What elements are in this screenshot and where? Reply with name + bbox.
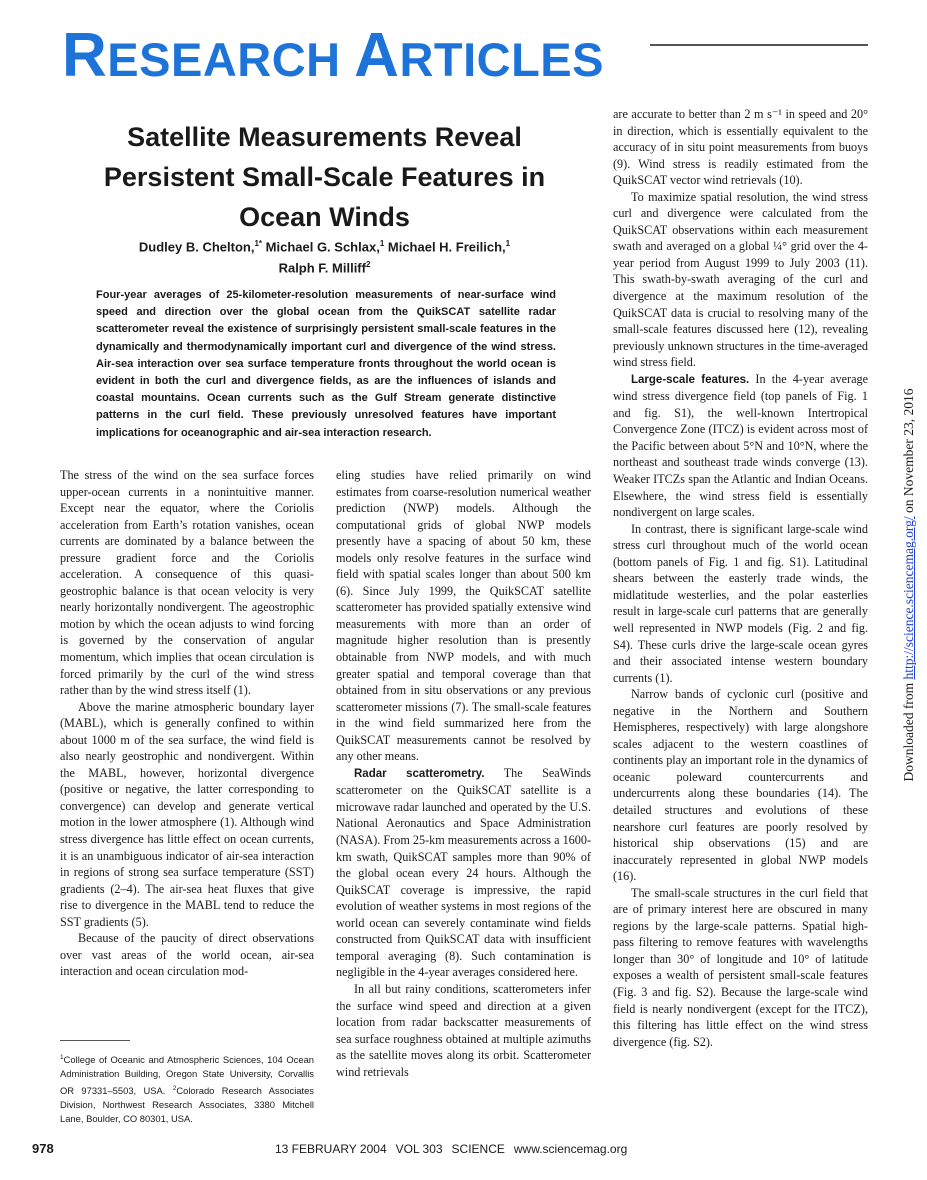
body-column-3 bbox=[613, 106, 868, 1050]
footer-website: www.sciencemag.org bbox=[513, 1142, 628, 1156]
download-link[interactable]: http://science.sciencemag.org/ bbox=[901, 516, 916, 680]
abstract: Four-year averages of 25-kilometer-resolution measurements of near-surface wind speed and direction over the global ocean from the QuikSCAT satellite radar scatterometer reveal the existence of surprisingly persistent small-scale features in the dynamically and thermodynamically important curl and divergence of the wind stress. Air-sea interaction over sea surface temperature fronts throughout the world ocean is evident in both the curl and divergence fields, as are the influences of islands and coastal mountains. Ocean currents such as the Gulf Stream generate distinctive patterns in the curl field. These previously unresolved features have important implications for oceanographic and air-sea interaction research. bbox=[96, 289, 556, 439]
body-paragraph: Because of the paucity of direct observations over vast areas of the world ocean, air-sea interaction and ocean circulation mod- bbox=[60, 931, 314, 979]
affiliation-mark: 2 bbox=[172, 1084, 177, 1092]
section-header-initial-1: R bbox=[62, 21, 108, 90]
body-paragraph: In all but rainy conditions, scatterometers infer the surface wind speed and direction at a given location from radar backscatter measurements of sea surface roughness obtained at multiple azimuths as the satellite moves along its orbit. Scatterometer wind retrievals bbox=[336, 981, 591, 1079]
section-run-head: Radar scatterometry. bbox=[354, 767, 485, 780]
page-number: 978 bbox=[32, 1141, 54, 1156]
paragraph-text: In the 4-year average wind stress divergence field (top panels of Fig. 1 and fig. S1), the well-known Intertropical Convergence Zone (ITCZ) is evident across most of the Pacific between about 5°N and 10°N, where the northeast and southeast trade winds converge (13). Weaker ITCZs span the Atlantic and Indian Oceans. Elsewhere, the wind stress field is essentially nondivergent on large scales. bbox=[613, 371, 868, 520]
author-name: Michael H. Freilich, bbox=[384, 239, 506, 255]
author-affiliation-mark: 1* bbox=[254, 239, 263, 248]
affiliations bbox=[60, 1051, 314, 1126]
footer-date: 13 FEBRUARY 2004 bbox=[275, 1142, 387, 1156]
body-column-1 bbox=[60, 467, 314, 980]
affiliation-text: Colorado Research Associates Division, Northwest Research Associates, 3380 Mitchell Lane, Boulder, CO 80301, USA. bbox=[60, 1084, 314, 1125]
body-paragraph bbox=[613, 371, 868, 521]
author-affiliation-mark: 2 bbox=[365, 260, 371, 270]
paragraph-text: The SeaWinds scatterometer on the QuikSCAT satellite is a microwave radar launched and operated by the U.S. National Aeronautics and Space Administration (NASA). From 25-km measurements across a 1600-km swath, QuikSCAT samples more than 90% of the global ocean every 24 hours. Although the QuikSCAT coverage is impressive, the rapid evolution of weather systems in most regions of the world ocean can severely contaminate wind fields constructed from QuikSCAT data with insufficient temporal averaging (8). Such contamination is negligible in the 4-year averages considered here. bbox=[336, 765, 591, 980]
article-title: Satellite Measurements Reveal Persistent Small-Scale Features in Ocean Winds bbox=[103, 122, 546, 232]
body-paragraph: The stress of the wind on the sea surface forces upper-ocean currents in a nonintuitive manner. Except near the equator, where the Coriolis acceleration from Earth’s rotation vanishes, ocean currents are dominated by a balance between the pressure gradient force and the Coriolis acceleration. A consequence of this quasi-geostrophic balance is that ocean velocity is very nearly horizontally nondivergent. The ageostrophic motion by which the ocean adjusts to wind forcing is governed by the conservation of angular momentum, which implies that ocean circulation is forced primarily by the curl of the wind stress rather than by the wind stress itself (1). bbox=[60, 468, 314, 698]
body-paragraph: Narrow bands of cyclonic curl (positive and negative in the Northern and Southern Hemispheres, respectively) with large alongshore scales adjacent to the western coastlines of continents play an important role in the dynamics of oceanic poleward countercurrents and undercurrents along these boundaries (14). The detailed structures and evolutions of these nearshore curl features are poorly resolved by historical ship observations (15) and are inaccurately represented in global NWP models (16). bbox=[613, 687, 868, 884]
author-list bbox=[62, 235, 587, 278]
section-header bbox=[62, 20, 604, 91]
header-rule bbox=[650, 44, 868, 46]
author-name: Ralph F. Milliff bbox=[278, 260, 366, 276]
author-affiliation-mark: 1 bbox=[505, 239, 511, 248]
footer-info bbox=[275, 1142, 636, 1156]
section-run-head: Large-scale features. bbox=[631, 373, 750, 386]
author-name: Michael G. Schlax, bbox=[262, 239, 380, 255]
download-prefix: Downloaded from bbox=[901, 679, 916, 782]
body-paragraph: In contrast, there is significant large-scale wind stress curl throughout much of the world ocean (bottom panels of Fig. 1 and fig. S1). Latitudinal shears between the easterly trade winds, the midlatitude westerlies, and the polar easterlies result in large-scale curl patterns that are generally well represented in NWP models (Fig. 2 and fig. S4). These curls drive the large-scale ocean gyres and their associated intense western boundary currents (1). bbox=[613, 521, 868, 685]
download-suffix: on November 23, 2016 bbox=[901, 388, 916, 517]
download-note bbox=[901, 388, 917, 781]
body-paragraph: To maximize spatial resolution, the wind stress curl and divergence were calculated from the QuikSCAT observations within each measurement swath and averaged on a global ¼° grid over the 4-year period from August 1999 to July 2003 (11). This swath-by-swath averaging of the curl and divergence at the maximum resolution of the QuikSCAT data is crucial to resolving many of the small-scale features discussed here (12), revealing previously unknown structures in the time-averaged wind stress field. bbox=[613, 189, 868, 370]
body-paragraph: are accurate to better than 2 m s⁻¹ in speed and 20° in direction, which is essentially equivalent to the accuracy of in situ point measurements from buoys (9). Wind stress is readily estimated from the QuikSCAT vector wind retrievals (10). bbox=[613, 107, 868, 188]
body-paragraph: eling studies have relied primarily on wind estimates from coarse-resolution numerical weather prediction (NWP) models. Although the computational grids of global NWP models presently have a spacing of about 50 km, these models only resolve features in the surface wind field with spatial scales longer than about 500 km (6). Since July 1999, the QuikSCAT satellite scatterometer has provided spatially extensive wind measurements with more than an order of magnitude higher resolution than is presently obtainable from NWP models, and with much greater spatial and temporal coverage than that obtained from in situ observations or any previous scatterometer missions (7). The small-scale features in the wind field summarized here from the QuikSCAT measurements cannot be resolved by any other means. bbox=[336, 468, 591, 764]
section-header-rest-2: RTICLES bbox=[399, 33, 604, 86]
footer-volume: VOL 303 bbox=[395, 1142, 443, 1156]
section-header-rest-1: ESEARCH bbox=[107, 33, 355, 86]
section-header-initial-2: A bbox=[354, 21, 400, 90]
affiliation-rule bbox=[60, 1040, 130, 1041]
body-paragraph: The small-scale structures in the curl field that are of primary interest here are obscured in many regions by the large-scale patterns. Spatial high-pass filtering to remove features with wavelengths longer than 30° of longitude and 10° of latitude exposes a wealth of persistent small-scale features (Fig. 3 and fig. S2). Because the large-scale wind field is nearly nondivergent (except for the ITCZ), this filtering has little effect on the wind stress divergence (fig. S2). bbox=[613, 885, 868, 1049]
author-affiliation-mark: 1 bbox=[379, 239, 385, 248]
footer-journal: SCIENCE bbox=[451, 1142, 505, 1156]
body-column-2 bbox=[336, 467, 591, 1080]
affiliation-mark: 1 bbox=[60, 1054, 64, 1061]
affiliation-text: College of Oceanic and Atmospheric Sciences, 104 Ocean Administration Building, Oregon State University, Corvallis OR 97331–5503, USA. bbox=[60, 1054, 314, 1096]
body-paragraph: Above the marine atmospheric boundary layer (MABL), which is generally confined to within about 1000 m of the sea surface, the wind field is also nearly geostrophic and nondivergent. Within the MABL, however, horizontal divergence (positive or negative, the latter corresponding to convergence) can develop and generate vertical motion in the lower atmosphere (1). Although wind stress divergence has little effect on ocean currents, it is an unambiguous indicator of air-sea interaction in regions of strong sea surface temperature (SST) gradients (2–4). The air-sea heat fluxes that give rise to divergence in the MABL tend to reduce the SST gradients (5). bbox=[60, 699, 314, 929]
body-paragraph bbox=[336, 765, 591, 981]
author-name: Dudley B. Chelton, bbox=[138, 239, 255, 255]
